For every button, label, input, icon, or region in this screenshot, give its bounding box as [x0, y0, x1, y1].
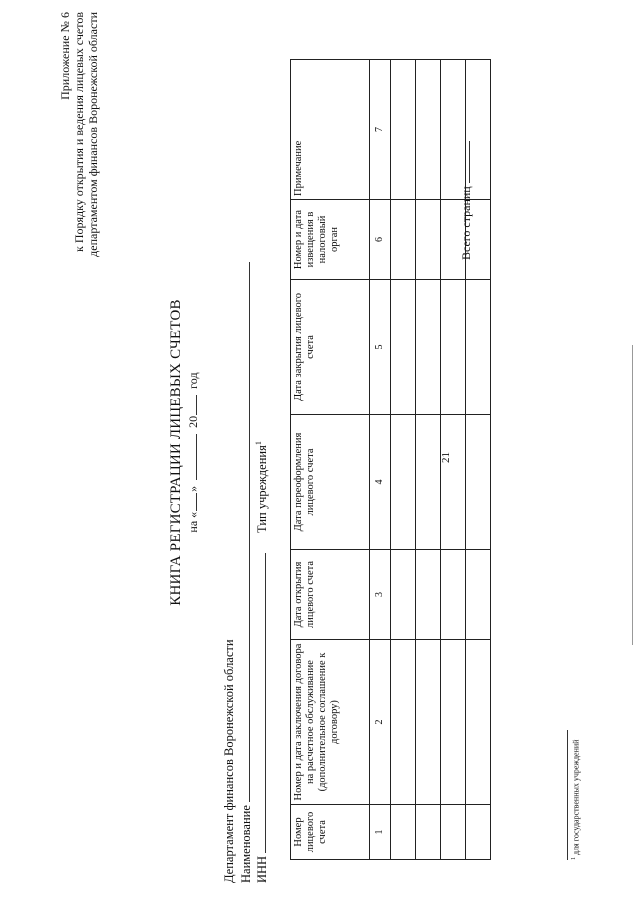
inn-blank [254, 553, 266, 853]
table-cell [416, 640, 441, 805]
appendix-line-3: департаментом финансов Воронежской области [86, 12, 100, 257]
day-blank [186, 493, 197, 511]
page-number: 21 [440, 452, 452, 463]
year-prefix: 20 [186, 415, 200, 428]
table-cell [466, 805, 491, 860]
appendix-line-1: Приложение № 6 [58, 12, 72, 100]
column-number: 1 [370, 805, 391, 860]
table-cell [391, 280, 416, 415]
table-cell [391, 640, 416, 805]
table-cell [391, 415, 416, 550]
name-blank [238, 262, 250, 802]
column-number: 7 [370, 60, 391, 200]
total-pages-label: Всего страниц [459, 186, 473, 260]
table-cell [466, 640, 491, 805]
column-header: Номер и дата заключения договора на расчетное обслуживание (дополнительное соглашение к договору) [291, 640, 370, 805]
table-cell [391, 805, 416, 860]
date-quote-close: » [186, 485, 200, 492]
institution-type-label [254, 441, 270, 533]
column-header: Примечание [291, 60, 370, 200]
table-cell [391, 200, 416, 280]
document-title: КНИГА РЕГИСТРАЦИИ ЛИЦЕВЫХ СЧЕТОВ [168, 299, 184, 606]
table-cell [416, 280, 441, 415]
table-cell [416, 415, 441, 550]
column-header: Номер и дата извещения в налоговый орган [291, 200, 370, 280]
column-header: Номер лицевого счета [291, 805, 370, 860]
column-number: 5 [370, 280, 391, 415]
table-cell [441, 415, 466, 550]
appendix-line-2: к Порядку открытия и ведения лицевых счетов [72, 12, 86, 253]
table-row [391, 60, 416, 860]
page-edge-line [632, 345, 633, 645]
table-cell [391, 60, 416, 200]
table-cell [391, 550, 416, 640]
table-row [416, 60, 441, 860]
table-cell [441, 640, 466, 805]
date-prefix: на « [186, 511, 200, 533]
total-pages-blank [458, 141, 470, 183]
column-number: 2 [370, 640, 391, 805]
column-header: Дата открытия лицевого счета [291, 550, 370, 640]
inn-line [254, 553, 269, 883]
table-header-row [291, 60, 370, 860]
column-number: 3 [370, 550, 391, 640]
footnote-divider [567, 730, 568, 860]
table-cell [416, 550, 441, 640]
type-label-text: Тип учреждения [255, 445, 270, 533]
date-line [186, 0, 201, 905]
month-blank [186, 434, 197, 480]
table-cell [466, 280, 491, 415]
footnote-text: для государственных учреждений [571, 739, 581, 855]
column-header: Дата закрытия лицевого счета [291, 280, 370, 415]
inn-label: ИНН [255, 855, 269, 883]
table-cell [466, 415, 491, 550]
column-number-row [370, 60, 391, 860]
table-cell [441, 550, 466, 640]
column-number: 6 [370, 200, 391, 280]
table-cell [416, 60, 441, 200]
year-blank [186, 395, 197, 415]
table-cell [466, 550, 491, 640]
total-pages-line [458, 141, 474, 260]
name-label: Наименование [239, 805, 253, 883]
institution-name-line [238, 262, 253, 883]
type-footnote-mark: 1 [254, 441, 263, 446]
column-header: Дата переоформления лицевого счета [291, 415, 370, 550]
table-cell [416, 805, 441, 860]
table-cell [441, 805, 466, 860]
appendix-reference [58, 12, 100, 257]
column-number: 4 [370, 415, 391, 550]
table-cell [441, 280, 466, 415]
footnote [571, 740, 581, 860]
department-line: Департамент финансов Воронежской области [222, 639, 236, 883]
year-suffix: год [186, 372, 200, 389]
table-cell [416, 200, 441, 280]
footnote-mark: 1 [571, 857, 577, 860]
